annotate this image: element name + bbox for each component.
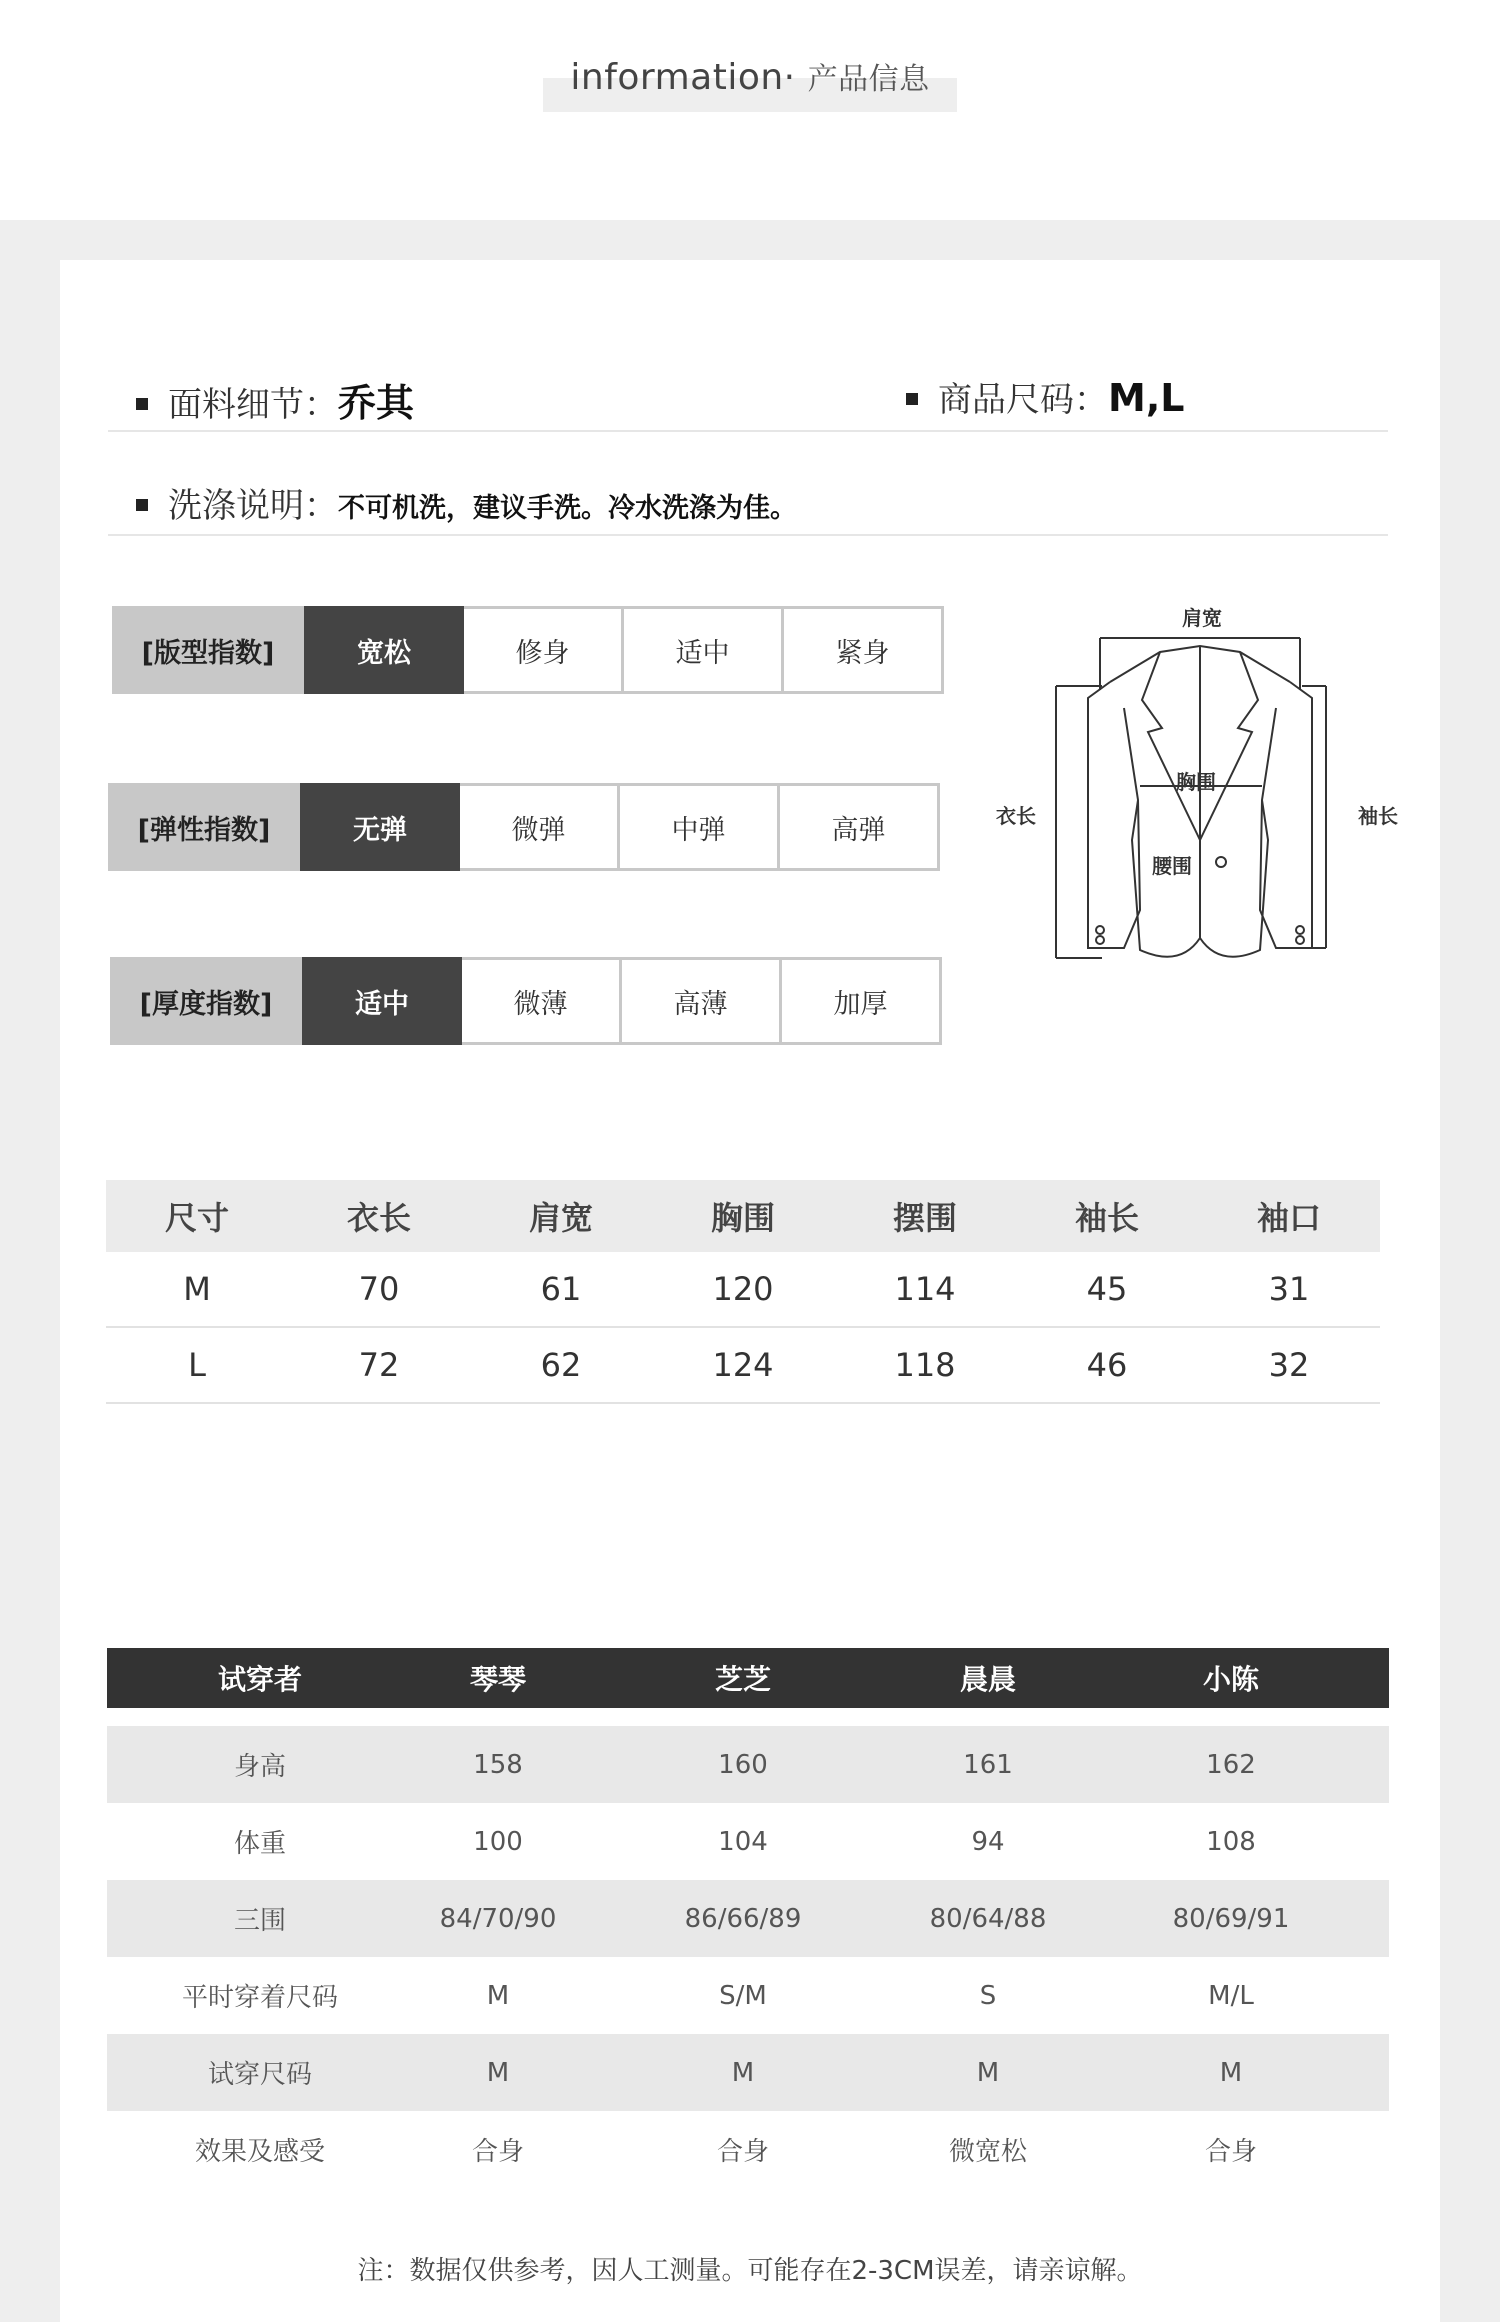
- tryon-cell: S: [979, 1980, 997, 2011]
- size-line: [906, 372, 1184, 421]
- tryon-cell: 108: [1206, 1826, 1256, 1857]
- stretch-option-slight: 微弹: [460, 783, 620, 871]
- bullet-icon: [136, 398, 148, 410]
- tryon-cell: 160: [718, 1749, 768, 1780]
- fit-option-loose: 宽松: [304, 606, 464, 694]
- size-header-cell: 肩宽: [528, 1199, 593, 1237]
- bullet-icon: [136, 499, 148, 511]
- tryon-cell: 合身: [716, 2137, 769, 2167]
- size-cell: 72: [358, 1346, 400, 1384]
- size-cell: M: [183, 1270, 211, 1308]
- table-row: [107, 1726, 1389, 1803]
- tryon-cell: 80/64/88: [929, 1903, 1047, 1934]
- fit-index-label: [版型指数]: [112, 606, 304, 694]
- size-cell: 124: [712, 1346, 774, 1384]
- divider: [108, 430, 1388, 432]
- size-cell: 70: [358, 1270, 400, 1308]
- page-title: [543, 54, 957, 98]
- size-header-cell: 袖口: [1256, 1199, 1321, 1237]
- size-header-cell: 尺寸: [164, 1199, 229, 1237]
- thickness-option-thick: 加厚: [782, 957, 942, 1045]
- stretch-index-label: [弹性指数]: [108, 783, 300, 871]
- table-row: [107, 2034, 1389, 2111]
- stretch-index-row: [108, 783, 940, 871]
- size-cell: 114: [894, 1270, 956, 1308]
- stretch-option-none: 无弹: [300, 783, 460, 871]
- thickness-option-very-thin: 高薄: [622, 957, 782, 1045]
- tryon-cell: 合身: [471, 2137, 524, 2167]
- wash-line: [136, 478, 797, 527]
- size-cell: 46: [1086, 1346, 1128, 1384]
- tryon-row-label: 试穿尺码: [207, 2060, 312, 2090]
- size-cell: 31: [1268, 1270, 1310, 1308]
- table-row: [107, 1880, 1389, 1957]
- tryon-row-label: 身高: [233, 1752, 286, 1782]
- size-cell: 32: [1268, 1346, 1310, 1384]
- table-row: [106, 1328, 1380, 1404]
- bullet-icon: [906, 393, 918, 405]
- tryon-table: [107, 1648, 1389, 2188]
- table-row: [107, 1803, 1389, 1880]
- size-table: [106, 1180, 1380, 1404]
- tryon-header-cell: 试穿者: [217, 1663, 302, 1696]
- fit-option-slim: 修身: [464, 606, 624, 694]
- fabric-line: [136, 372, 414, 427]
- wash-value: 不可机洗，建议手洗。冷水洗涤为佳。: [338, 493, 797, 524]
- size-value: M,L: [1108, 376, 1185, 420]
- table-row: [107, 1957, 1389, 2034]
- stretch-option-high: 高弹: [780, 783, 940, 871]
- tryon-row-label: 平时穿着尺码: [181, 1983, 338, 2013]
- diagram-label-length: 衣长: [996, 804, 1036, 828]
- tryon-cell: M: [976, 2057, 1000, 2088]
- table-row: [107, 2111, 1389, 2188]
- tryon-header-cell: 琴琴: [469, 1663, 526, 1696]
- tryon-cell: 100: [473, 1826, 523, 1857]
- fabric-label: 面料细节：: [168, 385, 338, 425]
- tryon-row-label: 效果及感受: [194, 2137, 325, 2167]
- tryon-cell: S/M: [719, 1980, 767, 2011]
- tryon-cell: M/L: [1208, 1980, 1254, 2011]
- tryon-header-cell: 小陈: [1202, 1663, 1259, 1696]
- tryon-cell: M: [731, 2057, 755, 2088]
- size-header-cell: 袖长: [1074, 1199, 1139, 1237]
- disclaimer-note: 注：数据仅供参考，因人工测量。可能存在2-3CM误差，请亲谅解。: [357, 2256, 1143, 2286]
- tryon-cell: 104: [718, 1826, 768, 1857]
- size-cell: 61: [540, 1270, 582, 1308]
- size-header-cell: 胸围: [710, 1199, 775, 1237]
- fit-index-row: [112, 606, 944, 694]
- page-title-cn: 产品信息: [807, 62, 930, 97]
- jacket-measurement-diagram: [990, 590, 1410, 970]
- size-label: 商品尺码：: [938, 380, 1108, 420]
- fit-option-tight: 紧身: [784, 606, 944, 694]
- tryon-cell: M: [1219, 2057, 1243, 2088]
- thickness-option-medium: 适中: [302, 957, 462, 1045]
- tryon-table-header: [107, 1648, 1389, 1708]
- tryon-cell: 94: [971, 1826, 1005, 1857]
- diagram-label-chest: 胸围: [1176, 770, 1216, 794]
- tryon-row-label: 三围: [233, 1906, 286, 1936]
- tryon-header-cell: 晨晨: [959, 1663, 1016, 1696]
- size-header-cell: 摆围: [892, 1199, 957, 1237]
- diagram-label-sleeve: 袖长: [1358, 804, 1398, 828]
- size-cell: 118: [894, 1346, 956, 1384]
- tryon-cell: 161: [963, 1749, 1013, 1780]
- wash-label: 洗涤说明：: [168, 486, 338, 526]
- tryon-cell: 86/66/89: [684, 1903, 802, 1934]
- tryon-cell: 合身: [1204, 2137, 1257, 2167]
- fabric-value: 乔其: [338, 381, 415, 425]
- thickness-index-label: [厚度指数]: [110, 957, 302, 1045]
- page-title-en: information·: [570, 57, 796, 98]
- size-cell: L: [188, 1346, 206, 1384]
- table-row: [106, 1252, 1380, 1328]
- tryon-row-label: 体重: [233, 1829, 286, 1859]
- diagram-label-waist: 腰围: [1152, 854, 1192, 878]
- fit-option-regular: 适中: [624, 606, 784, 694]
- tryon-cell: 158: [473, 1749, 523, 1780]
- tryon-cell: 84/70/90: [439, 1903, 557, 1934]
- tryon-cell: 80/69/91: [1172, 1903, 1290, 1934]
- tryon-cell: M: [486, 1980, 510, 2011]
- size-cell: 120: [712, 1270, 774, 1308]
- size-cell: 45: [1086, 1270, 1128, 1308]
- diagram-label-shoulder: 肩宽: [1182, 606, 1222, 630]
- stretch-option-medium: 中弹: [620, 783, 780, 871]
- tryon-cell: 微宽松: [948, 2137, 1027, 2167]
- divider: [108, 534, 1388, 536]
- thickness-index-row: [110, 957, 942, 1045]
- size-cell: 62: [540, 1346, 582, 1384]
- tryon-header-cell: 芝芝: [714, 1663, 771, 1696]
- thickness-option-thin: 微薄: [462, 957, 622, 1045]
- size-table-header: [106, 1180, 1380, 1252]
- tryon-cell: 162: [1206, 1749, 1256, 1780]
- tryon-cell: M: [486, 2057, 510, 2088]
- size-header-cell: 衣长: [346, 1199, 411, 1237]
